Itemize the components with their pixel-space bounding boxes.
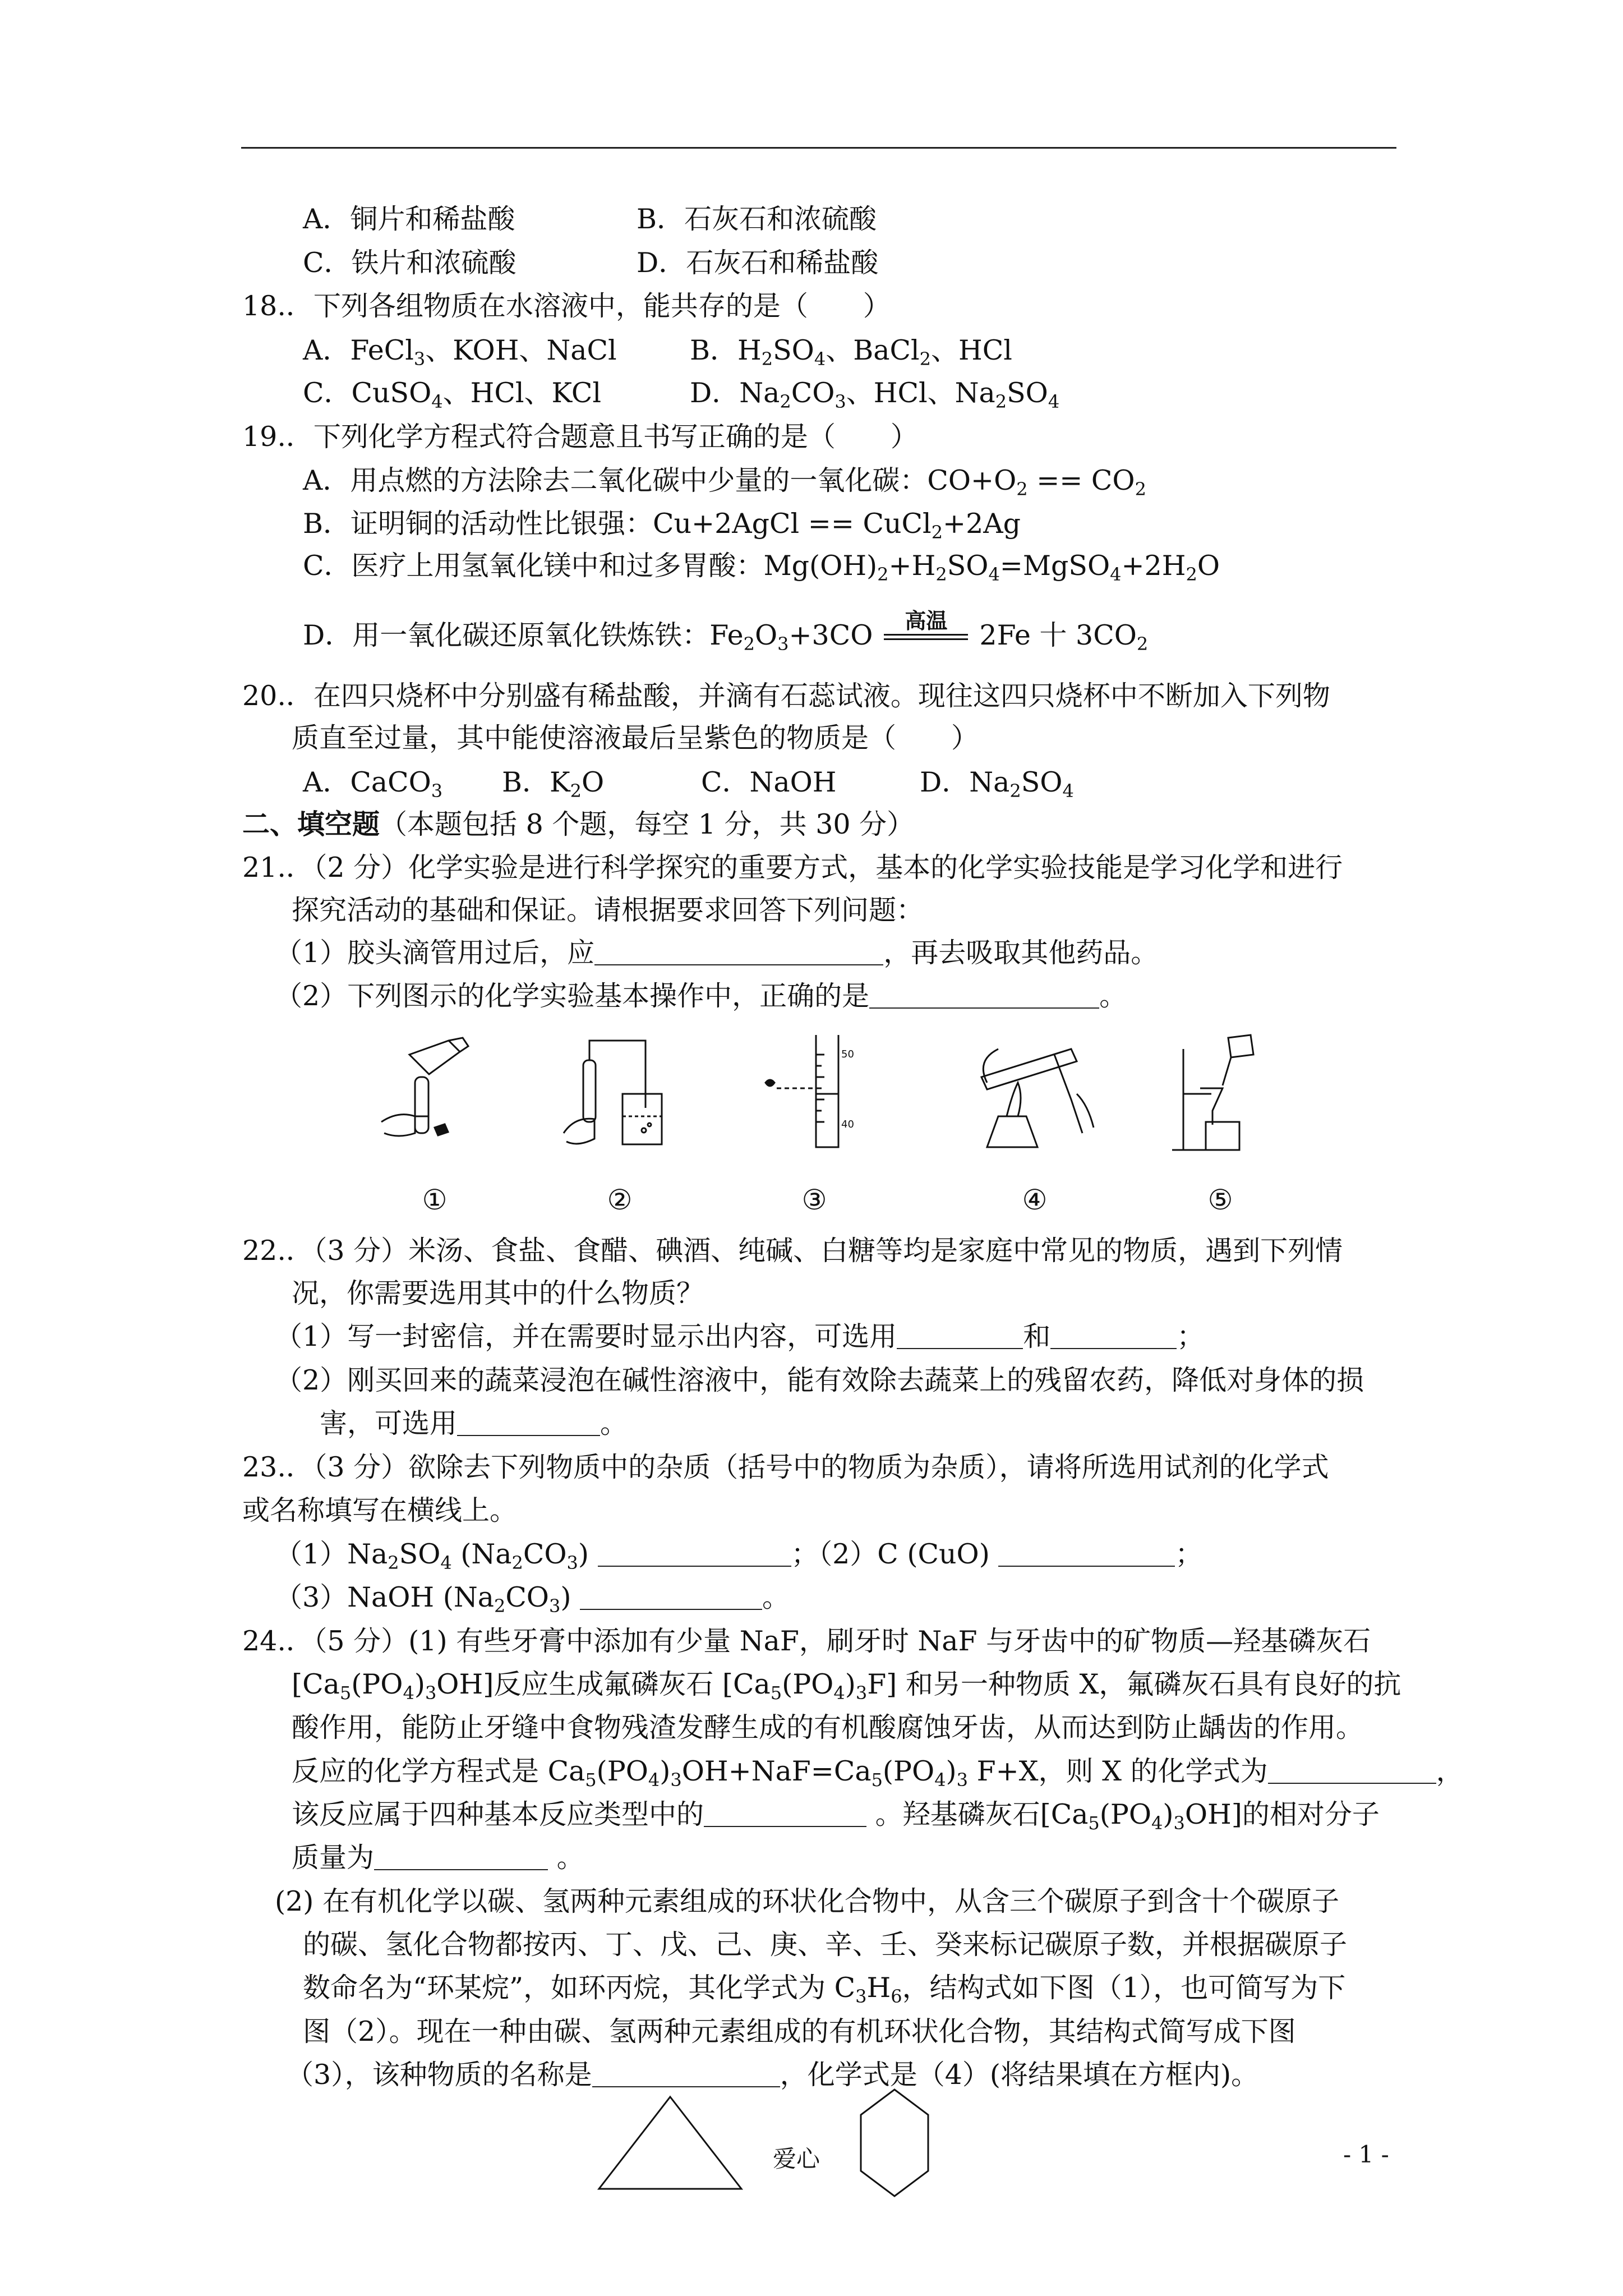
footer-hexagon-icon	[858, 2087, 931, 2199]
q19-stem: 19.．下列化学方程式符合题意且书写正确的是（ ）	[242, 421, 918, 453]
answer-blank[interactable]	[457, 1410, 600, 1436]
graduated-cylinder-icon	[754, 1032, 866, 1156]
q24-part-2-4: 图（2）。现在一种由碳、氢两种元素组成的有机环状化合物，其结构式简写成下图	[303, 2016, 1296, 2047]
q22-part-2: （2）刚买回来的蔬菜浸泡在碱性溶液中，能有效除去蔬菜上的残留农药，降低对身体的损	[275, 1364, 1364, 1396]
section-2-note: （本题包括 8 个题，每空 1 分，共 30 分）	[380, 808, 915, 840]
answer-blank[interactable]	[374, 1844, 548, 1870]
section-2-title: 二、填空题	[242, 808, 380, 840]
q21-stem-2: 探究活动的基础和保证。请根据要求回答下列问题：	[292, 894, 924, 926]
q20-option-c: C．NaOH	[701, 766, 837, 798]
q24-stem-1: 24.．（5 分）(1) 有些牙膏中添加有少量 NaF，刷牙时 NaF 与牙齿中的矿物质—羟基磷灰石	[242, 1625, 1371, 1657]
answer-blank[interactable]	[594, 940, 883, 965]
q24-part-2-1: (2) 在有机化学以碳、氢两种元素组成的环状化合物中，从含三个碳原子到含十个碳原子	[275, 1885, 1339, 1917]
q23-part-3: （3）NaOH $(Na_2CO_3)$ 。	[275, 1581, 790, 1617]
q17-option-a: A．铜片和稀盐酸	[303, 203, 515, 235]
q22-part-1: （1）写一封密信，并在需要时显示出内容，可选用 和 ；	[275, 1320, 1205, 1352]
pouring-liquid-icon	[376, 1032, 488, 1156]
q21-part-2: （2）下列图示的化学实验基本操作中，正确的是 。	[275, 980, 1127, 1012]
figure-1-pouring-liquid	[376, 1032, 488, 1156]
q20-option-d: D．$Na_2SO_4$	[920, 766, 1074, 802]
q19-option-d: D．用一氧化碳还原氧化铁炼铁：$Fe_2O_3+3CO$ 高温 2Fe 十 $3CO_2$	[303, 617, 1148, 654]
q18-stem: 18.．下列各组物质在水溶液中，能共存的是（ ）	[242, 290, 891, 322]
answer-blank[interactable]	[1268, 1758, 1436, 1784]
q24-part-2-5: （3），该种物质的名称是 ，化学式是（4）(将结果填在方框内)。	[286, 2059, 1259, 2091]
cylinder-tick-label: 50	[841, 1048, 854, 1060]
gas-collection-icon	[561, 1032, 673, 1156]
figure-5-filtration	[1161, 1032, 1273, 1156]
q23-part-1-2: $(1)Na_2SO_4$ $(Na_2CO_3)$ ；（2）C (CuO) ；	[275, 1538, 1203, 1573]
answer-blank[interactable]	[869, 983, 1099, 1009]
answer-blank[interactable]	[580, 1584, 762, 1610]
q19-option-a: A．用点燃的方法除去二氧化碳中少量的一氧化碳：$CO+O_2 == CO_2$	[303, 464, 1146, 500]
q17-option-d-text: D．石灰石和稀盐酸	[637, 247, 879, 279]
figure-3-reading-cylinder	[754, 1032, 866, 1156]
header-rule	[241, 147, 1396, 149]
q20-option-b: B．$K_2O$	[502, 766, 605, 802]
answer-blank[interactable]	[1050, 1323, 1177, 1349]
figure-label-2: ②	[607, 1184, 633, 1216]
q22-part-2-cont: 害，可选用 。	[320, 1407, 628, 1439]
q20-option-a: A．CaCO$_3$	[303, 766, 443, 802]
answer-blank[interactable]	[998, 1541, 1175, 1567]
q22-stem-2: 况，你需要选用其中的什么物质？	[292, 1277, 704, 1309]
figure-label-3: ③	[801, 1184, 827, 1216]
cylinder-tick-label: 40	[841, 1119, 854, 1130]
footer-triangle-icon	[594, 2092, 746, 2193]
page-number: - 1 -	[1343, 2141, 1389, 2168]
q17-option-c-text: C．铁片和浓硫酸	[303, 247, 517, 279]
q17-option-b-text: B．石灰石和浓硫酸	[637, 203, 877, 235]
q24-stem-2: $[Ca_5(PO_4)_3OH]$反应生成氟磷灰石 $[Ca_5(PO_4)_3F]$ 和另一种物质 X，氟磷灰石具有良好的抗	[292, 1668, 1401, 1704]
q20-stem-1: 20.．在四只烧杯中分别盛有稀盐酸，并滴有石蕊试液。现往这四只烧杯中不断加入下列物	[242, 680, 1330, 712]
reaction-condition-arrow	[884, 608, 968, 654]
figure-label-1: ①	[422, 1184, 448, 1216]
q23-stem-2: 或名称填写在横线上。	[242, 1494, 518, 1526]
q21-part-1: （1）胶头滴管用过后，应 ，再去吸取其他药品。	[275, 937, 1159, 969]
q24-stem-5: 该反应属于四种基本反应类型中的 。羟基磷灰石$[Ca_5(PO_4)_3OH]$的相对分子	[292, 1798, 1380, 1834]
q24-part-2-3: 数命名为“环某烷”，如环丙烷，其化学式为 $C_3H_6$，结构式如下图（1），也可简写为下	[303, 1972, 1346, 2007]
q17-option-b	[637, 201, 877, 238]
answer-blank[interactable]	[897, 1323, 1023, 1349]
figure-2-gas-collection	[561, 1032, 673, 1156]
q18-option-b: B．$H_2SO_4$、BaCl$_2$、HCl	[690, 334, 1012, 370]
figure-label-5: ⑤	[1207, 1184, 1233, 1216]
reaction-condition-label: 高温	[905, 608, 948, 633]
section-2-heading	[242, 806, 914, 843]
q17-option-c	[303, 245, 517, 282]
q20-stem-2: 质直至过量，其中能使溶液最后呈紫色的物质是（ ）	[292, 722, 979, 754]
answer-blank[interactable]	[704, 1801, 866, 1827]
q17-options-ab	[303, 201, 515, 238]
filtration-icon	[1161, 1032, 1273, 1156]
q18-option-c: C．CuSO$_4$、HCl、KCl	[303, 377, 601, 412]
q21-stem-1: 21.．（2 分）化学实验是进行科学探究的重要方式，基本的化学实验技能是学习化学和进行	[242, 852, 1343, 884]
q19-option-c: C．医疗上用氢氧化镁中和过多胃酸：$Mg(OH)_2+H_2SO_4=MgSO_4+2H_2O$	[303, 550, 1220, 585]
footer-center-text: 爱心	[773, 2145, 820, 2173]
q24-stem-4: 反应的化学方程式是 $Ca_5(PO_4)_3OH+NaF=Ca_5(PO_4)_3$ F+X，则 X 的化学式为 ，	[292, 1755, 1464, 1791]
q18-option-d: D．$Na_2CO_3$、HCl、$Na_2SO_4$	[690, 377, 1060, 412]
q24-part-2-2: 的碳、氢化合物都按丙、丁、戊、己、庚、辛、壬、癸来标记碳原子数，并根据碳原子	[303, 1929, 1348, 1961]
q19-option-b: B．证明铜的活动性比银强：Cu+2AgCl == CuCl$_2$+2Ag	[303, 508, 1021, 543]
q23-stem-1: 23.．（3 分）欲除去下列物质中的杂质（括号中的物质为杂质），请将所选用试剂的化学式	[242, 1451, 1329, 1483]
figure-4-heating-test-tube	[965, 1032, 1110, 1156]
q22-stem-1: 22.．（3 分）米汤、食盐、食醋、碘酒、纯碱、白糖等均是家庭中常见的物质，遇到下列情	[242, 1235, 1343, 1267]
answer-blank[interactable]	[598, 1541, 791, 1567]
figure-label-4: ④	[1022, 1184, 1048, 1216]
heating-test-tube-icon	[965, 1032, 1110, 1156]
q24-stem-6: 质量为 。	[292, 1842, 584, 1874]
q18-option-a: A．FeCl$_3$、KOH、NaCl	[303, 334, 617, 370]
answer-blank[interactable]	[592, 2062, 780, 2087]
q17-option-d	[637, 245, 878, 282]
q24-stem-3: 酸作用，能防止牙缝中食物残渣发酵生成的有机酸腐蚀牙齿，从而达到防止龋齿的作用。	[292, 1711, 1364, 1743]
